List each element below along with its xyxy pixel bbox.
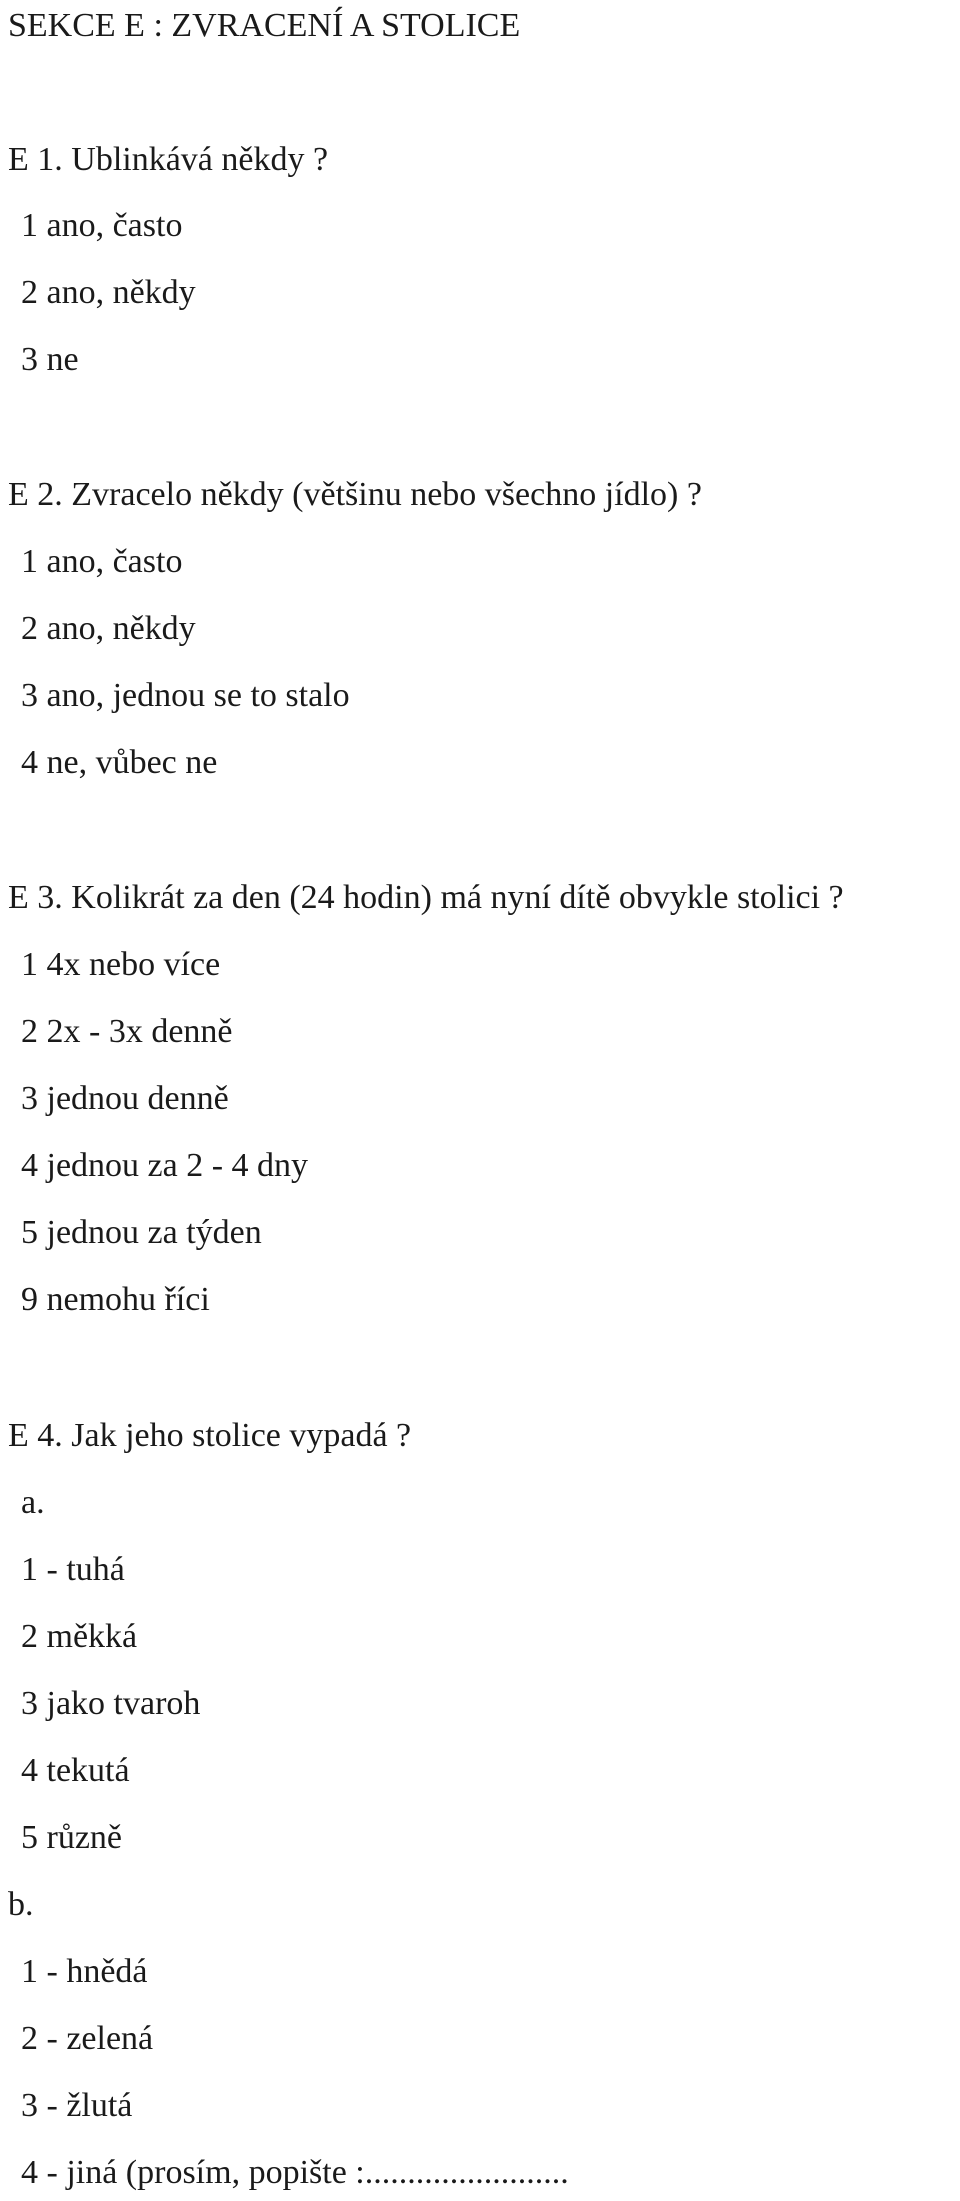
option-e2-4: 4 ne, vůbec ne	[21, 744, 218, 781]
option-e2-2: 2 ano, někdy	[21, 610, 196, 647]
option-e4a-3: 3 jako tvaroh	[21, 1685, 201, 1722]
option-e3-3: 3 jednou denně	[21, 1080, 229, 1117]
option-e4b-3: 3 - žlutá	[21, 2087, 133, 2124]
option-e3-9: 9 nemohu říci	[21, 1281, 210, 1318]
option-e3-2: 2 2x - 3x denně	[21, 1013, 233, 1050]
option-e1-2: 2 ano, někdy	[21, 274, 196, 311]
option-e4b-4: 4 - jiná (prosím, popište :........................	[21, 2154, 569, 2191]
option-e3-5: 5 jednou za týden	[21, 1214, 262, 1251]
question-e2: E 2. Zvracelo někdy (většinu nebo všechno jídlo) ?	[8, 476, 702, 513]
option-e4a-1: 1 - tuhá	[21, 1551, 125, 1588]
question-e1: E 1. Ublinkává někdy ?	[8, 141, 329, 178]
option-e4b-2: 2 - zelená	[21, 2020, 154, 2057]
option-e4a-4: 4 tekutá	[21, 1752, 130, 1789]
subpart-a-label: a.	[21, 1484, 45, 1521]
section-title: SEKCE E : ZVRACENÍ A STOLICE	[8, 7, 521, 44]
option-e3-1: 1 4x nebo více	[21, 946, 221, 983]
option-e2-1: 1 ano, často	[21, 543, 183, 580]
option-e1-3: 3 ne	[21, 341, 79, 378]
option-e3-4: 4 jednou za 2 - 4 dny	[21, 1147, 309, 1184]
option-e4a-5: 5 různě	[21, 1819, 123, 1856]
option-e4a-2: 2 měkká	[21, 1618, 138, 1655]
option-e1-1: 1 ano, často	[21, 207, 183, 244]
question-e3: E 3. Kolikrát za den (24 hodin) má nyní dítě obvykle stolici ?	[8, 879, 844, 916]
question-e4: E 4. Jak jeho stolice vypadá ?	[8, 1417, 412, 1454]
option-e4b-1: 1 - hnědá	[21, 1953, 148, 1990]
option-e2-3: 3 ano, jednou se to stalo	[21, 677, 350, 714]
subpart-b-label: b.	[8, 1886, 34, 1923]
